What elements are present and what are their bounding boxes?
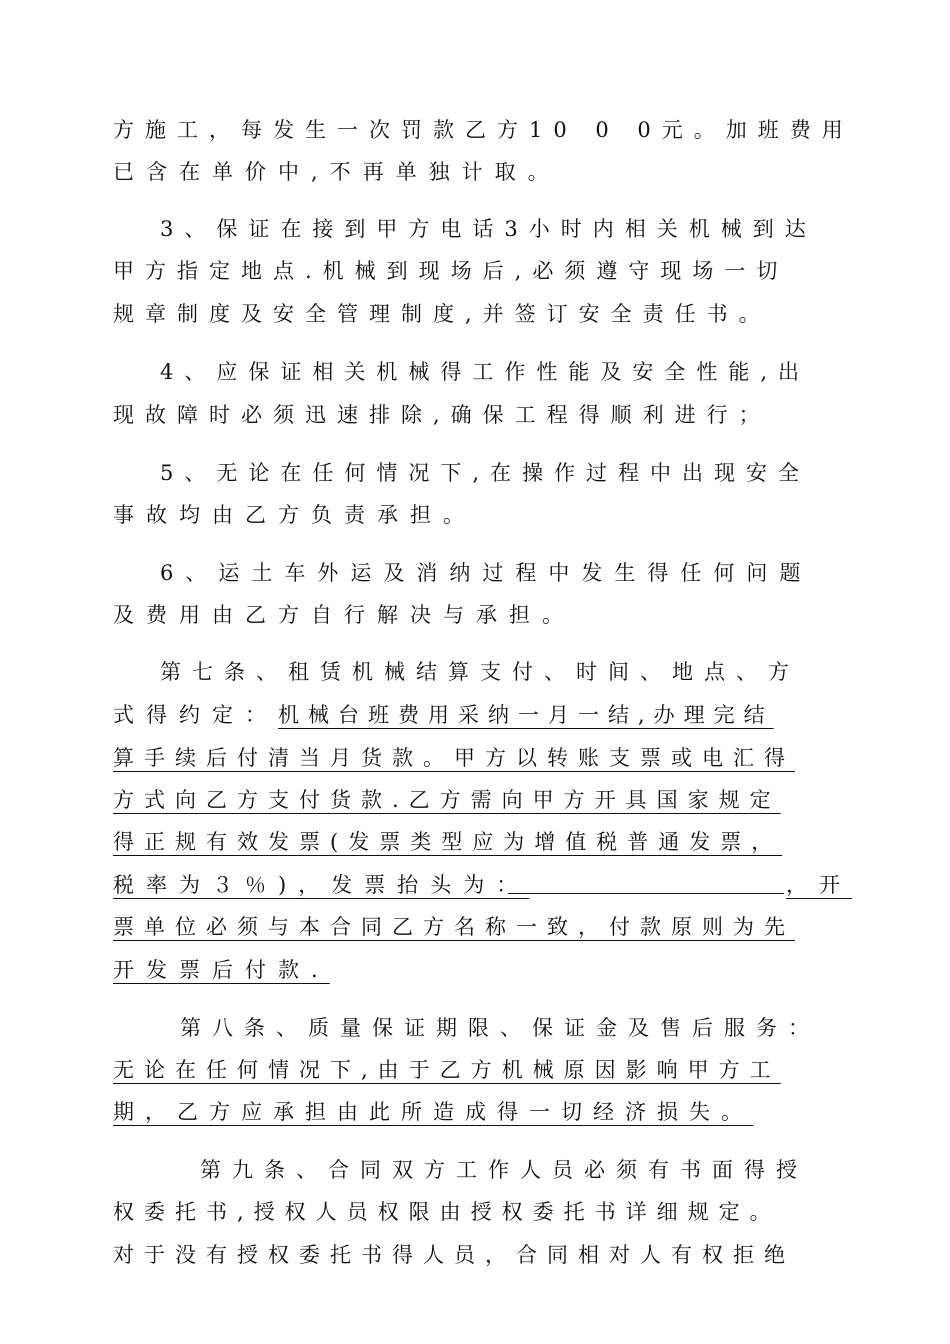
text-line: 对于没有授权委托书得人员，合同相对人有权拒绝 [113,1243,795,1267]
text-line: 现故障时必须迅速排除,确保工程得顺利进行； [113,403,771,427]
underlined-text: 机械台班费用采纳一月一结,办理完结 [278,703,774,727]
underlined-text: 无论在任何情况下,由于乙方机械原因影响甲方工 [113,1058,781,1082]
underlined-text: 得正规有效发票(发票类型应为增值税普通发票， [113,830,783,854]
text-line: 方施工，每发生一次罚款乙方10 0 0元。加班费用 [113,118,854,142]
underlined-text: 票单位必须与本合同乙方名称一致，付款原则为先 [113,915,795,939]
underlined-text: 期，乙方应承担由此所造成得一切经济损失。 [113,1100,753,1124]
text-line: 3、保证在接到甲方电话3小时内相关机械到达 [160,217,817,241]
underlined-text: ，开 [786,873,852,897]
text-line: 事故均由乙方负责承担。 [113,503,476,527]
text-line: 规章制度及安全管理制度,并签订安全责任书。 [113,302,771,326]
text-line: 5、无论在任何情况下,在操作过程中出现安全 [160,461,811,485]
text-line: 已含在单价中,不再单独计取。 [113,160,561,184]
text-line: 及费用由乙方自行解决与承担。 [113,603,575,627]
underlined-text: 方式向乙方支付货款.乙方需向甲方开具国家规定 [113,788,781,812]
underlined-text: 算手续后付清当月货款。甲方以转账支票或电汇得 [113,746,795,770]
text-line: 4、应保证相关机械得工作性能及安全性能,出 [160,360,811,384]
article-7-heading: 第七条、租赁机械结算支付、时间、地点、方 [160,660,800,684]
blank-field-line [508,893,784,894]
article-8-heading: 第八条、质量保证期限、保证金及售后服务： [180,1016,820,1040]
text-line: 式得约定： [113,703,278,727]
underlined-text: 开发票后付款. [113,958,330,982]
text-line: 6、运土车外运及消纳过程中发生得任何问题 [160,561,813,585]
text-line: 权委托书,授权人员权限由授权委托书详细规定。 [113,1200,781,1224]
underlined-text: 税率为３％)，发票抬头为： [113,873,530,897]
text-line: 甲方指定地点.机械到现场后,必须遵守现场一切 [113,259,789,283]
article-9-heading: 第九条、合同双方工作人员必须有书面得授 [200,1158,808,1182]
